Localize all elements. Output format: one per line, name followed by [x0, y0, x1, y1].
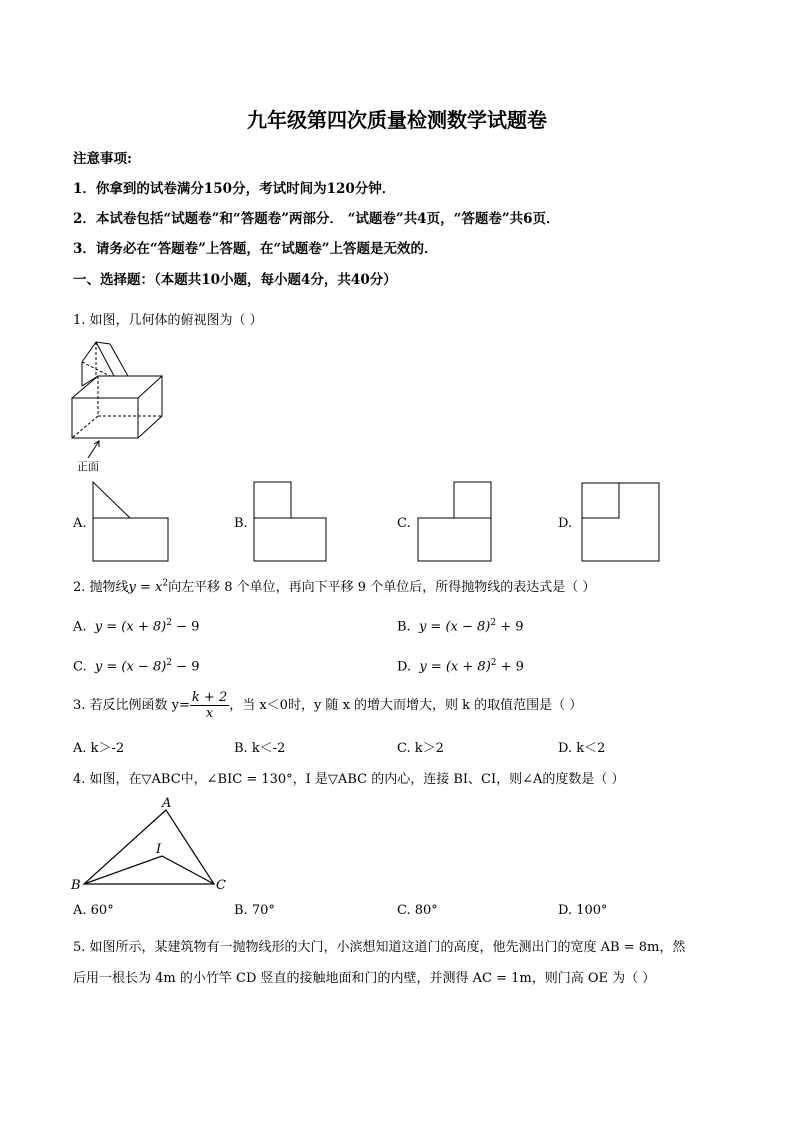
- question-5-line-1: 5. 如图所示，某建筑物有一抛物线形的大门，小滨想知道这道门的高度，他先测出门的宽度 AB = 8m，然: [73, 940, 686, 955]
- q4-option-d: D. 100°: [558, 903, 608, 918]
- q3-option-a: A. k＞-2: [73, 741, 125, 756]
- q1-option-a: A.: [73, 516, 87, 531]
- vertex-b-label: B: [71, 878, 81, 893]
- question-3-stem: 3. 若反比例函数 y= $\frac{k + 2}{x}$ ，当 x＜0时，y 随 x 的增大而增大，则 k 的取值范围是（ ）: [73, 690, 583, 721]
- q1-option-b: B.: [234, 516, 248, 531]
- incenter-i-label: I: [156, 842, 162, 857]
- question-1-stem: 1. 如图，几何体的俯视图为（ ）: [73, 313, 263, 328]
- section-heading: 一、选择题：（本题共10小题，每小题4分，共40分）: [73, 272, 397, 288]
- q4-option-b: B. 70°: [234, 903, 275, 918]
- q2-option-b: B. $y = (x - 8)^2 + 9$: [397, 618, 524, 635]
- q4-option-c: C. 80°: [397, 903, 438, 918]
- page-title: 九年级第四次质量检测数学试题卷: [247, 108, 547, 132]
- notice-item-3: 3．请务必在“答题卷”上答题，在“试题卷”上答题是无效的．: [73, 241, 438, 257]
- q3-option-c: C. k＞2: [397, 741, 444, 756]
- q1-option-d: D.: [558, 516, 573, 531]
- vertex-a-label: A: [162, 796, 172, 811]
- q2-option-a: A. $y = (x + 8)^2 - 9$: [73, 618, 200, 635]
- q3-option-b: B. k＜-2: [234, 741, 286, 756]
- q1-option-c: C.: [397, 516, 411, 531]
- front-label: 正面: [77, 460, 99, 473]
- question-5-line-2: 后用一根长为 4m 的小竹竿 CD 竖直的接触地面和门的内壁，并测得 AC = 1m，则门高 OE 为（ ）: [73, 971, 656, 986]
- question-2-stem: 2. 抛物线$y = x^2$向左平移 8 个单位，再向下平移 9 个单位后，所得抛物线的表达式是（ ）: [73, 578, 596, 595]
- q2-option-d: D. $y = (x + 8)^2 + 9$: [397, 658, 524, 675]
- notice-item-2: 2．本试卷包括“试题卷”和“答题卷”两部分． “试题卷”共4页，“答题卷”共6页．: [73, 211, 560, 227]
- notice-heading: 注意事项:: [73, 151, 132, 167]
- q2-option-c: C. $y = (x - 8)^2 - 9$: [73, 658, 200, 675]
- question-4-stem: 4. 如图，在▽ABC中，∠BIC = 130°，I 是▽ABC 的内心，连接 BI、CI，则∠A的度数是（ ）: [73, 772, 625, 787]
- notice-item-1: 1．你拿到的试卷满分150分，考试时间为120分钟．: [73, 181, 396, 197]
- q4-option-a: A. 60°: [73, 903, 114, 918]
- vertex-c-label: C: [216, 878, 226, 893]
- fraction: $\frac{k + 2}{x}$: [191, 690, 228, 721]
- q3-option-d: D. k＜2: [558, 741, 606, 756]
